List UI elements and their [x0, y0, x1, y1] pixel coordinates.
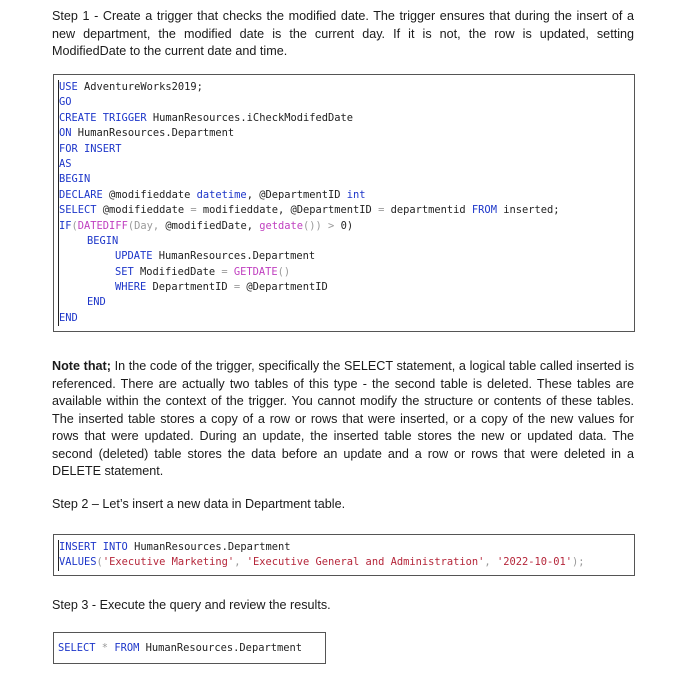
code-line: UPDATE HumanResources.Department	[58, 249, 634, 264]
code-line: AS	[58, 157, 634, 172]
code-line: IF(DATEDIFF(Day, @modifiedDate, getdate()) > 0)	[58, 219, 634, 234]
note-label: Note that;	[52, 359, 111, 373]
code-line: SELECT * FROM HumanResources.Department	[58, 642, 302, 654]
select-code-block	[53, 632, 326, 664]
step3-text: Step 3 - Execute the query and review the results.	[52, 598, 331, 612]
note-paragraph	[52, 358, 634, 481]
code-line: ON HumanResources.Department	[58, 126, 634, 141]
code-line: END	[58, 311, 634, 326]
code-line: FOR INSERT	[58, 142, 634, 157]
code-line: VALUES('Executive Marketing', 'Executive General and Administration', '2022-10-01');	[58, 555, 634, 570]
note-text: In the code of the trigger, specifically the SELECT statement, a logical table called inserted is referenced. There are actually two tables of this type - the second table is deleted. These tables are available within the context of the trigger. You cannot modify the structure or contents of these tables. The inserted table stores a copy of a row or rows that were inserted, or a copy of the new values for rows that were updated. During an update, the inserted table stores the new or updated data. The second (deleted) table stores the data before an update and a row or rows that were deleted in a DELETE statement.	[52, 359, 634, 478]
code-line: END	[58, 295, 634, 310]
trigger-code-block	[53, 74, 635, 332]
code-line: CREATE TRIGGER HumanResources.iCheckModifedDate	[58, 111, 634, 126]
code-line: BEGIN	[58, 172, 634, 187]
code-line: SELECT @modifieddate = modifieddate, @DepartmentID = departmentid FROM inserted;	[58, 203, 634, 218]
code-line: BEGIN	[58, 234, 634, 249]
step1-text: Step 1 - Create a trigger that checks the modified date. The trigger ensures that during the insert of a new department, the modified date is the current day. If it is not, the row is updated, setting ModifiedDate to the current date and time.	[52, 9, 634, 58]
insert-code-block	[53, 534, 635, 576]
code-line: GO	[58, 95, 634, 110]
code-line: SET ModifiedDate = GETDATE()	[58, 265, 634, 280]
code-line: DECLARE @modifieddate datetime, @DepartmentID int	[58, 188, 634, 203]
code-line: INSERT INTO HumanResources.Department	[58, 540, 634, 555]
step2-text: Step 2 – Let’s insert a new data in Department table.	[52, 497, 346, 511]
code-line: USE AdventureWorks2019;	[58, 80, 634, 95]
code-line: WHERE DepartmentID = @DepartmentID	[58, 280, 634, 295]
